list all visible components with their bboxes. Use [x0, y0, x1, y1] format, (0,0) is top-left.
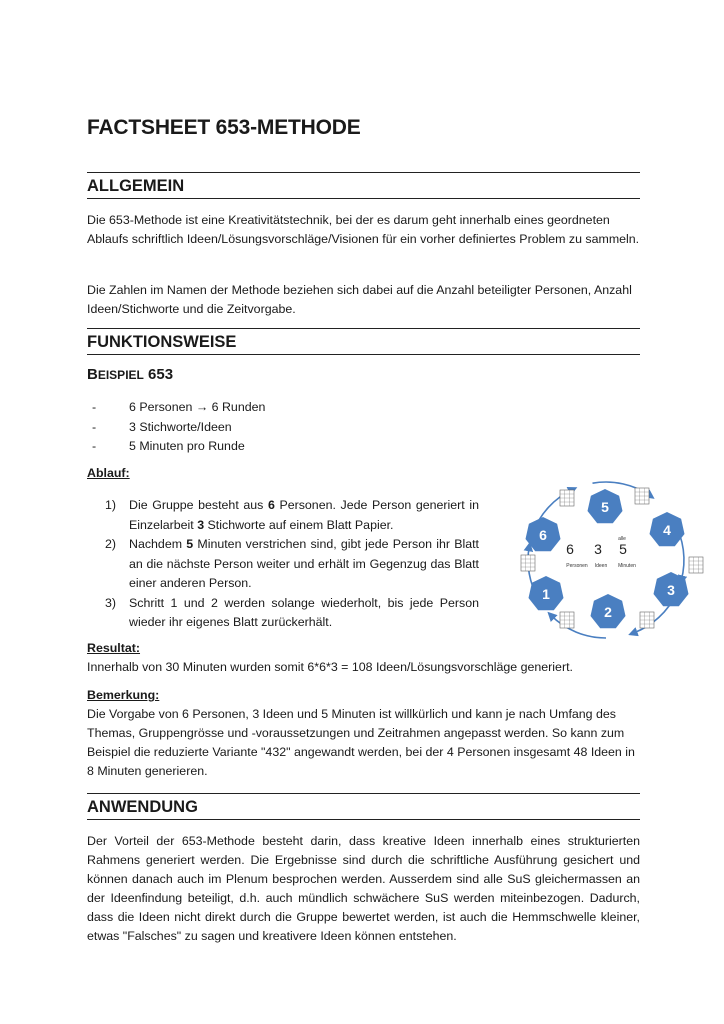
paper-sheet-icon [635, 488, 649, 504]
ablauf-steps [87, 496, 479, 633]
person-nodes [526, 489, 689, 628]
person-node-label: 3 [667, 582, 675, 598]
person-node-4 [650, 512, 685, 546]
paper-sheet-icon [521, 555, 535, 571]
center-summary [566, 536, 636, 569]
step-text: Schritt 1 und 2 werden solange wiederholt, bis jede Person wieder ihr eigenes Blatt zurückerhält. [129, 595, 479, 629]
step-text: Nachdem [129, 537, 187, 551]
anwendung-paragraph: Der Vorteil der 653-Methode besteht darin, dass kreative Ideen innerhalb eines strukturierten Rahmens generiert werden. Die Ergebnisse sind durch die schriftliche Ausführung gesichert und können danach auch im Plenum besprochen werden. Ausserdem sind alle SuS gleichermassen an der Ideenfindung beteiligt, d.h. auch mündlich schwächere SuS werden miteinbezogen. Dadurch, dass die Ideen nicht direkt durch die Gruppe bewertet werden, ist auch die Hemmschwelle kleiner, etwas "Falsches" zu sagen und kreativere Ideen können entstehen. [87, 834, 640, 943]
paper-sheet-icon [689, 557, 703, 573]
step-number: 1) [105, 498, 117, 512]
person-node-label: 4 [663, 522, 671, 538]
person-node-label: 1 [542, 586, 550, 602]
allgemein-paragraph-2: Die Zahlen im Namen der Methode beziehen sich dabei auf die Anzahl beteiligter Personen, Anzahl Ideen/Stichworte und die Zeitvorgabe. [87, 283, 632, 316]
bemerkung-label: Bemerkung: [87, 688, 160, 702]
list-item: - 3 Stichworte/Ideen [87, 418, 265, 438]
section-heading-allgemein: ALLGEMEIN [87, 172, 640, 199]
person-node-label: 6 [539, 527, 547, 543]
example-heading-number: 653 [148, 366, 174, 383]
center-number-ideen: 3 [594, 541, 602, 557]
rotation-diagram [505, 472, 705, 652]
example-heading-initial: B [87, 366, 98, 383]
example-heading [87, 366, 173, 383]
example-bullet-list [87, 398, 265, 457]
step-text: Personen. Jede Person generiert in Einzelarbeit [129, 498, 479, 532]
step-number: 3) [105, 595, 117, 610]
step-bold: 6 [267, 498, 275, 512]
center-label-minuten: Minuten [618, 563, 636, 569]
step-text: Die Gruppe besteht aus [129, 498, 268, 512]
paper-sheet-icon [560, 490, 574, 506]
resultat-text: Innerhalb von 30 Minuten wurden somit 6*6*3 = 108 Ideen/Lösungsvorschläge generiert. [87, 660, 573, 674]
allgemein-paragraph-1: Die 653-Methode ist eine Kreativitätstechnik, bei der es darum geht innerhalb eines geordneten Ablaufs schriftlich Ideen/Lösungsvorschläge/Visionen für ein vorher definiertes Problem zu sammeln. [87, 213, 640, 246]
paper-sheet-icon [640, 612, 654, 628]
person-node-5 [588, 489, 623, 523]
paper-sheet-icon [560, 612, 574, 628]
list-item [87, 594, 479, 633]
page-title: FACTSHEET 653-METHODE [87, 116, 361, 139]
list-item: - 6 Personen → 6 Runden [87, 398, 265, 418]
step-number: 2) [105, 537, 117, 551]
center-label-personen: Personen [566, 563, 588, 569]
section-heading-funktionsweise: FUNKTIONSWEISE [87, 328, 640, 355]
step-text: Minuten verstrichen sind, gibt jede Person ihr Blatt an die nächste Person weiter und erhält im Gegenzug das Blatt einer anderen Person. [129, 537, 479, 590]
person-node-label: 5 [601, 499, 609, 515]
list-item: - 5 Minuten pro Runde [87, 437, 265, 457]
person-node-1 [529, 576, 564, 610]
center-number-minuten: 5 [619, 541, 627, 557]
center-label-ideen: Ideen [594, 563, 608, 569]
center-small-label: alle [618, 536, 626, 542]
resultat-label: Resultat: [87, 641, 141, 655]
bemerkung-text: Die Vorgabe von 6 Personen, 3 Ideen und 5 Minuten ist willkürlich und kann je nach Umfang des Themas, Gruppengrösse und -voraussetzungen und Zeitrahmen angepasst werden. So kann zum Beispiel die reduzierte Variante "432" angewandt werden, bei der 4 Personen insgesamt 48 Ideen in 8 Minuten generieren. [87, 707, 635, 778]
person-node-2 [591, 594, 626, 628]
person-node-6 [526, 517, 561, 551]
list-item [87, 535, 479, 594]
section-heading-anwendung: ANWENDUNG [87, 793, 640, 820]
person-node-label: 2 [604, 604, 612, 620]
example-heading-smallcaps: EISPIEL [97, 368, 144, 382]
ablauf-label: Ablauf: [87, 466, 130, 480]
step-bold: 3 [197, 517, 205, 532]
step-text: Stichworte auf einem Blatt Papier. [204, 517, 394, 532]
center-number-personen: 6 [566, 541, 574, 557]
list-item [87, 496, 479, 535]
step-bold: 5 [186, 537, 194, 551]
person-node-3 [654, 572, 689, 606]
